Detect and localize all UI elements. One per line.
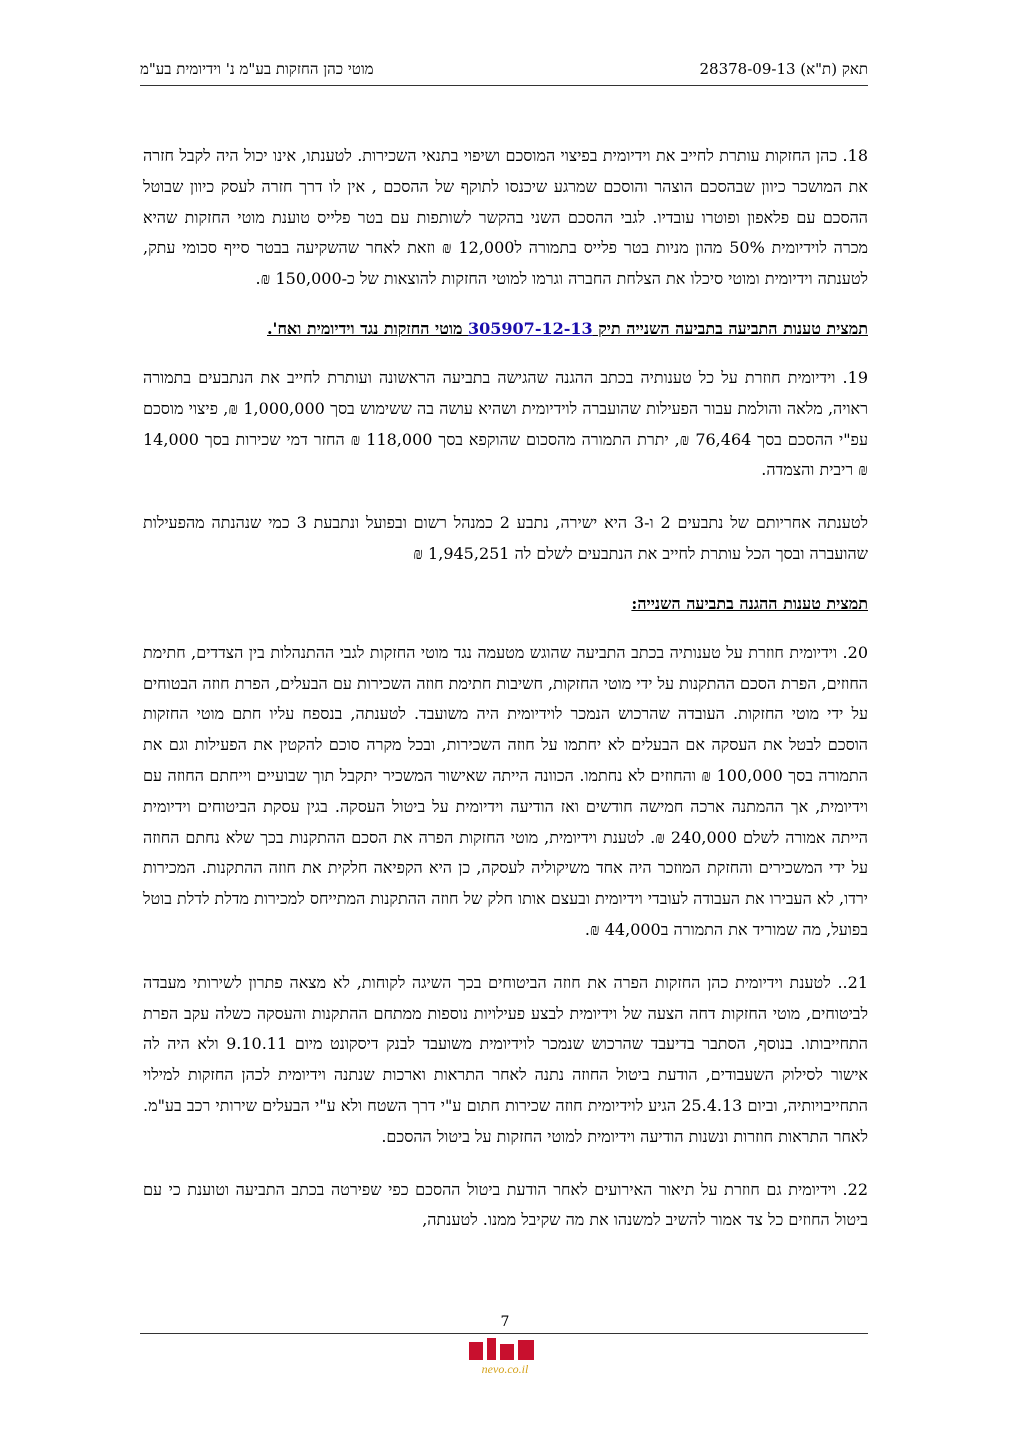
paragraph-20: 20. וידיומית חוזרת על טענותיה בכתב התביעה שהוגש מטעמה נגד מוטי החזקות לגבי ההתנהלות בין הצדדים, חתימת החוזים, הפרת הסכם ההתקנות על ידי מוטי החזקות, חשיבות חתימת חוזה השכירות עם הבעלים, הפרת חוזה הבטוחים על ידי מוטי החזקות. העובדה שהרכוש הנמכר לוידיומית היה משועבד. לטענתה, בנספח עליו חתם מוטי החזקות הוסכם לבטל את העסקה אם הבעלים לא יחתמו על חוזה השכירות, ובכל מקרה סוכם להקטין את הפעילות וגם את התמורה בסך 100,000 ₪ והחוזים לא נחתמו. הכוונה הייתה שאישור המשכיר יתקבל תוך שבועיים וייחתם החוזה עם וידיומית, אך ההמתנה ארכה חמישה חודשים ואז הודיעה וידיומית על ביטול העסקה. בגין עסקת הביטוחים וידיומית הייתה אמורה לשלם 240,000 ₪. לטענת וידיומית, מוטי החזקות הפרה את הסכם ההתקנות בכך שלא נחתם החוזה על ידי המשכירים והחזקת המוזכר היה אחד משיקוליה לעסקה, כן היא הקפיאה חלקית את חוזה ההתקנות. המכירות ירדו, לא העבירו את העבודה לעובדי וידיומית ובעצם אותו חלק של חוזה ההתקנות המתייחס למכירות מדלת לדלת בוטל בפועל, מה שמוריד את התמורה ב44,000 ₪. <box>143 642 869 939</box>
heading-suffix: מוטי החזקות נגד וידיומית ואח'. <box>266 318 469 338</box>
nevo-logo-icon <box>455 1336 555 1378</box>
section-heading-claim-summary <box>143 317 868 341</box>
case-link[interactable]: 305907-12-13 <box>468 318 593 338</box>
heading-prefix: תמצית טענות התביעה בתביעה השנייה תיק <box>592 318 868 338</box>
paragraph-19: 19. וידיומית חוזרת על כל טענותיה בכתב ההגנה שהגישה בתביעה הראשונה ועותרת לחייב את הנתבעים בתמורה ראויה, מלאה והולמת עבור הפעילות שהועברה לוידיומית ושהיא עושה בה ששימוש בסך 1,000,000 ₪, פיצוי מוסכם עפ"י ההסכם בסך 76,464 ₪, יתרת התמורה מהסכום שהוקפא בסך 118,000 ₪ החזר דמי שכירות בסך 14,000 ₪ ריבית והצמדה. <box>143 367 869 480</box>
case-title: מוטי כהן החזקות בע"מ נ' וידיומית בע"מ <box>140 60 374 78</box>
logo-block-1 <box>469 1342 483 1360</box>
case-number: תאק (ת"א) 28378-09-13 <box>699 60 868 78</box>
logo-text: nevo.co.il <box>481 1362 529 1376</box>
logo-block-3 <box>500 1344 514 1360</box>
header-divider <box>140 85 868 86</box>
paragraph-18: 18. כהן החזקות עותרת לחייב את וידיומית בפיצוי המוסכם ושיפוי בתנאי השכירות. לטענתו, אינו יכול היה לקבל חזרה את המושכר כיוון שבהסכם הוצהר והוסכם שמרגע שיכנסו לתוקף של ההסכם , אין לו דרך חזרה לעסק כיוון שבוטל ההסכם עם פלאפון ופוטרו עובדיו. לגבי ההסכם השני בהקשר לשותפות עם בטר פלייס טוענת מוטי החזקות שהיא מכרה לוידיומית 50% מהון מניות בטר פלייס בתמורה ל12,000 ₪ וזאת לאחר שהשקיעה בבטר סייף סכומי עתק, לטענתה וידיומית ומוטי סיכלו את הצלחת החברה וגרמו למוטי החזקות להוצאות של כ-150,000 ₪. <box>143 146 869 289</box>
paragraph-21: 21.. לטענת וידיומית כהן החזקות הפרה את חוזה הביטוחים בכך השיגה לקוחות, לא מצאה פתרון לשירותי מעבדה לביטוחים, מוטי החזקות דחה הצעה של וידיומית לבצע פעילויות נוספות ממתחם ההתקנות והעסקה כשלה עקב הפרת התחייבותו. בנוסף, הסתבר בדיעבד שהרכוש שנמכר לוידיומית משועבד לבנק דיסקונט מיום 9.10.11 ולא היה לה אישור לסילוק השעבודים, הודעת ביטול החוזה נתנה לאחר התראות וארכות שנתנה וידיומית לכהן החזקות למילוי התחייבויותיה, וביום 25.4.13 הגיע לוידיומית חוזה שכירות חתום ע"י דרך השטח ולא ע"י הבעלים שירותי רכב בע"מ. לאחר התראות חוזרות ונשנות הודיעה וידיומית למוטי החזקות על ביטול ההסכם. <box>143 972 869 1146</box>
nevo-logo[interactable] <box>455 1336 555 1378</box>
document-body <box>143 141 868 1258</box>
paragraph-22: 22. וידיומית גם חוזרת על תיאור האירועים לאחר הודעת ביטול ההסכם כפי שפירטה בכתב התביעה וטוענת כי עם ביטול החוזים כל צד אמור להשיב למשנהו את מה שקיבל ממנו. לטענתה, <box>143 1179 869 1230</box>
logo-block-4 <box>518 1340 534 1360</box>
section-heading-defense-summary: תמצית טענות ההגנה בתביעה השנייה: <box>631 593 868 613</box>
footer-divider <box>140 1333 868 1334</box>
page-number: 7 <box>500 1314 510 1330</box>
paragraph-19b: לטענתה אחריותם של נתבעים 2 ו-3 היא ישירה, נתבע 2 כמנהל רשום ובפועל ונתבעת 3 כמי שנהנתה מהפעילות שהועברה ובסך הכל עותרת לחייב את הנתבעים לשלם לה 1,945,251 ₪ <box>143 513 869 563</box>
page-header <box>140 60 868 82</box>
logo-block-2 <box>487 1338 496 1360</box>
